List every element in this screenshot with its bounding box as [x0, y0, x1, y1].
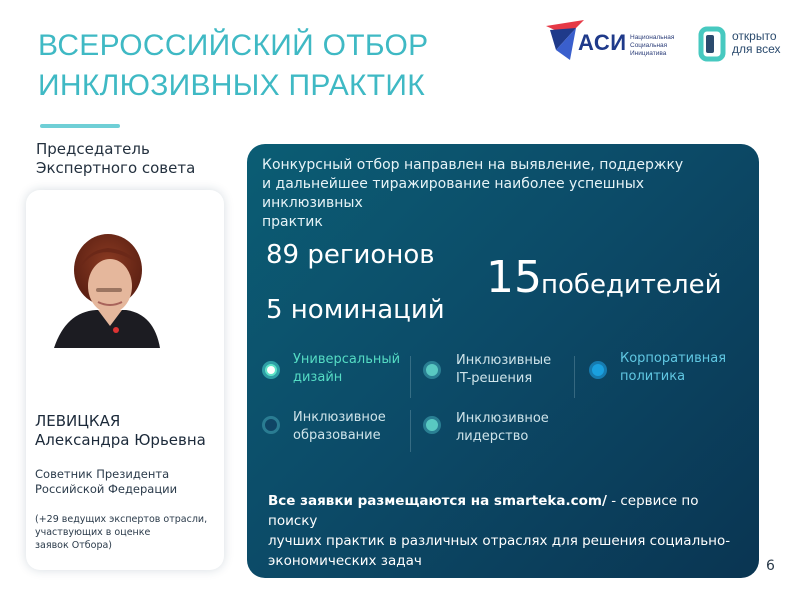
nomination-label — [620, 350, 750, 386]
submission-line-2: лучших практик в различных отраслях для решения социально- — [268, 533, 731, 549]
chair-given-name: Александра Юрьевна — [35, 431, 206, 449]
page-title — [38, 26, 458, 106]
nomination-label — [456, 410, 576, 446]
nomination-line-2: IT-решения — [456, 371, 533, 386]
page-number: 6 — [766, 558, 775, 574]
chair-name — [35, 412, 225, 450]
asi-sub-line-1: Национальная — [630, 34, 675, 41]
nomination-line-2: дизайн — [293, 370, 343, 385]
title-underline — [40, 124, 120, 128]
nominations-stat: 5 номинаций — [266, 295, 445, 325]
chair-role-line-2: Российской Федерации — [35, 482, 178, 496]
nomination-line-1: Инклюзивные — [456, 353, 552, 368]
title-line-2: ИНКЛЮЗИВНЫХ ПРАКТИК — [38, 69, 426, 102]
nomination-divider — [574, 356, 575, 398]
nomination-dot-icon — [423, 361, 441, 379]
open-text-line-1: открыто — [732, 29, 777, 43]
nomination-line-1: Универсальный — [293, 352, 401, 367]
submission-line-3: экономических задач — [268, 553, 422, 569]
asi-sub-line-2: Социальная — [630, 42, 668, 49]
experts-note — [35, 513, 225, 552]
nomination-label — [456, 352, 576, 388]
nomination-label — [293, 409, 413, 445]
experts-note-line-3: заявок Отбора) — [35, 540, 112, 551]
chair-portrait — [36, 228, 166, 348]
chair-heading — [36, 140, 236, 178]
nomination-line-1: Инклюзивное — [293, 410, 386, 425]
open-for-all-logo-icon — [698, 26, 728, 62]
nomination-line-2: лидерство — [456, 429, 529, 444]
winners-label: победителей — [541, 270, 722, 300]
chair-heading-line-2: Экспертного совета — [36, 159, 196, 177]
experts-note-line-2: участвующих в оценке — [35, 527, 151, 538]
asi-sub-line-3: Инициатива — [630, 50, 667, 57]
nomination-dot-icon — [423, 416, 441, 434]
intro-line-2: и дальнейшее тиражирование наиболее успешных инклюзивных — [262, 176, 645, 211]
intro-line-1: Конкурсный отбор направлен на выявление, поддержку — [262, 157, 684, 173]
nomination-line-2: образование — [293, 428, 381, 443]
chair-role — [35, 467, 225, 497]
experts-note-line-1: (+29 ведущих экспертов отрасли, — [35, 514, 208, 525]
submission-line-1-rest: - сервисе по поиску — [268, 493, 699, 529]
chair-role-line-1: Советник Президента — [35, 467, 170, 481]
nomination-line-1: Корпоративная — [620, 351, 727, 366]
submission-line-1 — [268, 491, 748, 531]
submission-site: Все заявки размещаются на smarteka.com/ — [268, 493, 607, 509]
title-line-1: ВСЕРОССИЙСКИЙ ОТБОР — [38, 29, 429, 62]
nomination-dot-icon — [262, 416, 280, 434]
chair-heading-line-1: Председатель — [36, 140, 150, 158]
intro-line-3: практик — [262, 214, 323, 230]
nomination-line-2: политика — [620, 369, 686, 384]
nomination-label — [293, 351, 413, 387]
nomination-dot-icon — [262, 361, 280, 379]
asi-logo-subtitle — [630, 34, 690, 58]
chair-surname: ЛЕВИЦКАЯ — [35, 412, 121, 430]
nomination-divider — [410, 410, 411, 452]
nomination-divider — [410, 356, 411, 398]
asi-logo-text: АСИ — [578, 30, 627, 55]
regions-stat: 89 регионов — [266, 240, 435, 270]
open-text-line-2: для всех — [732, 42, 781, 56]
nomination-dot-icon — [589, 361, 607, 379]
partner-logos — [546, 20, 786, 70]
nomination-line-1: Инклюзивное — [456, 411, 549, 426]
open-for-all-logo-text — [732, 30, 792, 56]
intro-text — [262, 156, 747, 232]
submission-info — [268, 491, 748, 571]
winners-count: 15 — [486, 252, 542, 303]
